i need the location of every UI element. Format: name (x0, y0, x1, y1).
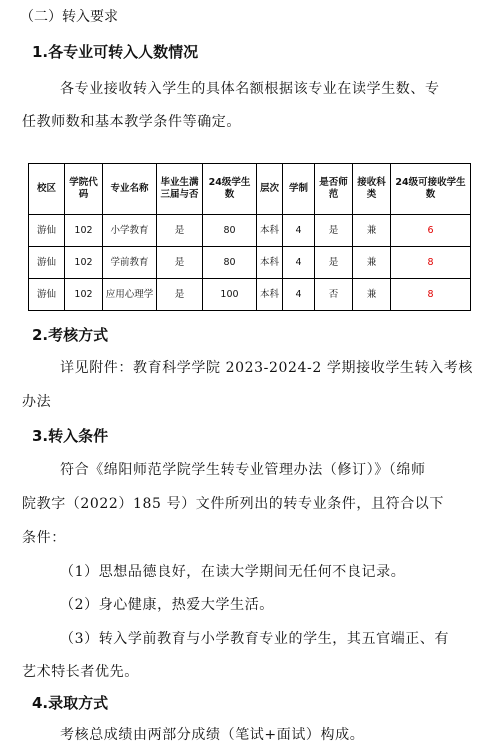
admission-paragraph-line-1: 考核总成绩由两部分成绩（笔试+面试）构成。 (60, 727, 365, 743)
quota-paragraph-line-2: 任教师数和基本教学条件等确定。 (22, 114, 241, 130)
heading-admission: 4.录取方式 (32, 694, 109, 712)
cell-subject-type: 兼 (353, 247, 391, 279)
cell-campus: 游仙 (29, 279, 65, 311)
header-campus: 校区 (29, 164, 65, 215)
heading-transfer-quota: 1.各专业可转入人数情况 (32, 43, 199, 61)
condition-item-3-line-2: 艺术特长者优先。 (22, 664, 139, 680)
cell-subject-type: 兼 (353, 215, 391, 247)
cell-duration: 4 (283, 279, 315, 311)
header-students-24: 24级学生数 (203, 164, 257, 215)
cell-graduates: 是 (157, 247, 203, 279)
header-level: 层次 (257, 164, 283, 215)
cell-graduates: 是 (157, 215, 203, 247)
cell-level: 本科 (257, 215, 283, 247)
cell-code: 102 (65, 279, 103, 311)
cell-normal: 是 (315, 215, 353, 247)
cell-students: 80 (203, 247, 257, 279)
cell-campus: 游仙 (29, 247, 65, 279)
cell-subject-type: 兼 (353, 279, 391, 311)
conditions-paragraph-line-1: 符合《绵阳师范学院学生转专业管理办法（修订）》（绵师 (60, 462, 426, 478)
assessment-paragraph-line-2: 办法 (22, 394, 52, 410)
heading-transfer-conditions: 3.转入条件 (32, 427, 109, 445)
header-graduates-three: 毕业生满三届与否 (157, 164, 203, 215)
cell-quota: 8 (391, 279, 471, 311)
header-duration: 学制 (283, 164, 315, 215)
condition-item-3-line-1: （3）转入学前教育与小学教育专业的学生，其五官端正、有 (60, 631, 450, 647)
heading-assessment: 2.考核方式 (32, 326, 109, 344)
quota-table (28, 163, 471, 311)
header-normal: 是否师范 (315, 164, 353, 215)
section-title: （二）转入要求 (20, 9, 118, 25)
cell-level: 本科 (257, 279, 283, 311)
condition-item-1: （1）思想品德良好，在读大学期间无任何不良记录。 (60, 564, 406, 580)
cell-quota: 6 (391, 215, 471, 247)
table-row (29, 279, 471, 311)
header-quota-24: 24级可接收学生数 (391, 164, 471, 215)
cell-quota: 8 (391, 247, 471, 279)
cell-normal: 是 (315, 247, 353, 279)
cell-major: 小学教育 (103, 215, 157, 247)
conditions-paragraph-line-3: 条件： (22, 530, 66, 546)
table-row (29, 247, 471, 279)
cell-campus: 游仙 (29, 215, 65, 247)
cell-duration: 4 (283, 215, 315, 247)
assessment-paragraph-line-1: 详见附件：教育科学学院 2023-2024-2 学期接收学生转入考核 (60, 360, 473, 376)
header-major-name: 专业名称 (103, 164, 157, 215)
cell-duration: 4 (283, 247, 315, 279)
header-subject-type: 接收科类 (353, 164, 391, 215)
cell-level: 本科 (257, 247, 283, 279)
cell-major: 学前教育 (103, 247, 157, 279)
cell-normal: 否 (315, 279, 353, 311)
cell-code: 102 (65, 215, 103, 247)
conditions-paragraph-line-2: 院教字（2022）185 号）文件所列出的转专业条件，且符合以下 (22, 496, 444, 512)
table-header-row (29, 164, 471, 215)
quota-paragraph-line-1: 各专业接收转入学生的具体名额根据该专业在读学生数、专 (60, 81, 440, 97)
cell-students: 80 (203, 215, 257, 247)
header-college-code: 学院代码 (65, 164, 103, 215)
cell-code: 102 (65, 247, 103, 279)
table-row (29, 215, 471, 247)
cell-graduates: 是 (157, 279, 203, 311)
condition-item-2: （2）身心健康，热爱大学生活。 (60, 597, 274, 613)
cell-major: 应用心理学 (103, 279, 157, 311)
cell-students: 100 (203, 279, 257, 311)
